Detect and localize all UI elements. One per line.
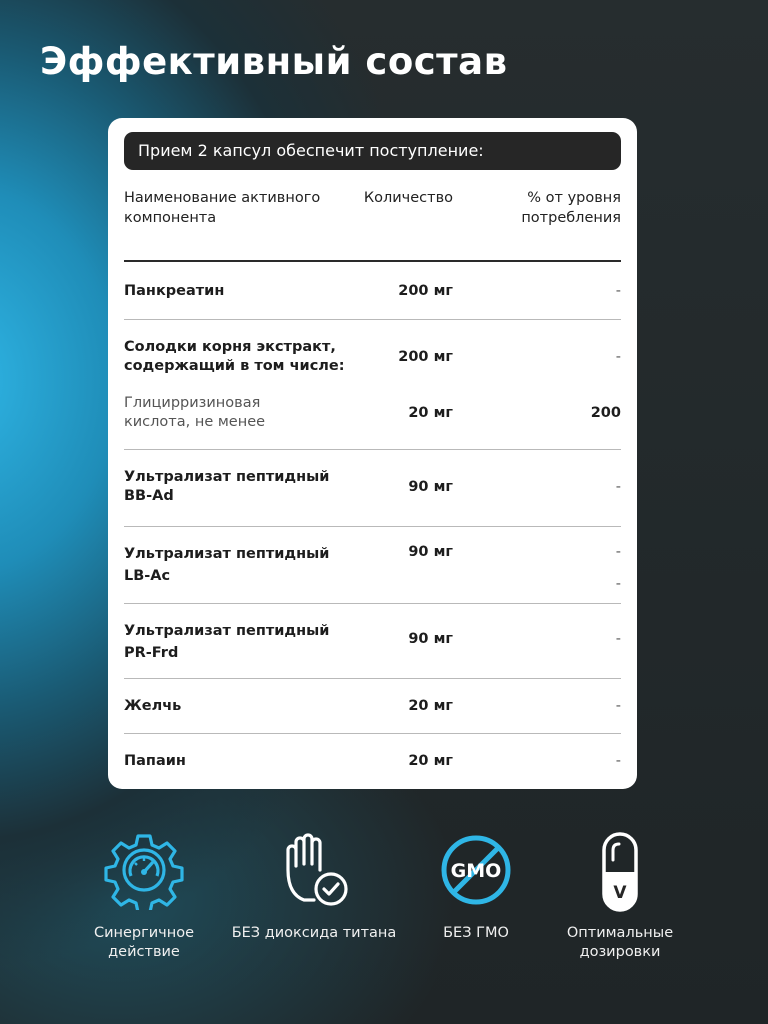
- row-qty: 20 мг: [408, 753, 453, 769]
- capsule-icon: [580, 830, 660, 914]
- row-qty: 90 мг: [408, 544, 453, 560]
- row-subqty: 20 мг: [408, 405, 453, 421]
- row-pct: -: [615, 349, 621, 365]
- header-name: Наименование активного компонента: [124, 190, 321, 226]
- feature-label: Оптимальные дозировки: [566, 925, 674, 960]
- no-gmo-icon: [436, 830, 516, 910]
- header-pct: % от уровня потребления: [521, 190, 621, 226]
- feature-label: БЕЗ ГМО: [443, 925, 509, 941]
- header-qty: Количество: [363, 190, 453, 206]
- row-pct-extra: -: [615, 576, 621, 592]
- row-qty: 200 мг: [398, 283, 453, 299]
- row-name: Папаин: [124, 753, 186, 769]
- row-qty: 200 мг: [398, 349, 453, 365]
- table-row: [124, 320, 621, 450]
- hand-check-icon: [274, 830, 354, 910]
- row-pct: -: [615, 479, 621, 495]
- feature-synergy: [59, 830, 229, 962]
- table-row: [124, 450, 621, 527]
- row-qty: 90 мг: [408, 631, 453, 647]
- table-row: [124, 262, 621, 320]
- row-name: Ультрализат пептидный BB-Ad: [124, 469, 330, 504]
- row-qty: 90 мг: [408, 479, 453, 495]
- row-subname: Глицирризиновая кислота, не менее: [124, 395, 266, 430]
- row-pct: -: [615, 631, 621, 647]
- capsule-text: V: [613, 883, 627, 903]
- row-name: Ультрализат пептидный PR-Frd: [124, 623, 330, 661]
- gmo-text: GMO: [450, 860, 502, 882]
- gear-gauge-icon: [104, 830, 184, 910]
- row-pct: -: [615, 544, 621, 560]
- row-pct: -: [615, 283, 621, 299]
- row-qty: 20 мг: [408, 698, 453, 714]
- row-name: Панкреатин: [124, 283, 225, 299]
- table-row: [124, 679, 621, 734]
- row-name: Ультрализат пептидный LB-Ac: [124, 546, 330, 584]
- feature-dosage: [535, 830, 705, 962]
- table-row: [124, 734, 621, 789]
- table-header: [124, 170, 621, 262]
- card-banner: Прием 2 капсул обеспечит поступление:: [124, 132, 621, 170]
- page-title: Эффективный состав: [40, 40, 508, 83]
- table-row: [124, 527, 621, 604]
- row-name: Желчь: [124, 698, 182, 714]
- features-row: [0, 830, 768, 1000]
- row-pct: -: [615, 753, 621, 769]
- row-pct: -: [615, 698, 621, 714]
- feature-label: Синергичное действие: [93, 925, 195, 960]
- feature-no-titanium: [229, 830, 399, 943]
- table-row: [124, 604, 621, 679]
- row-subpct: 200: [590, 405, 621, 421]
- row-name: Солодки корня экстракт, содержащий в том числе:: [124, 339, 345, 374]
- composition-card: [108, 118, 637, 789]
- feature-label: БЕЗ диоксида титана: [231, 925, 397, 941]
